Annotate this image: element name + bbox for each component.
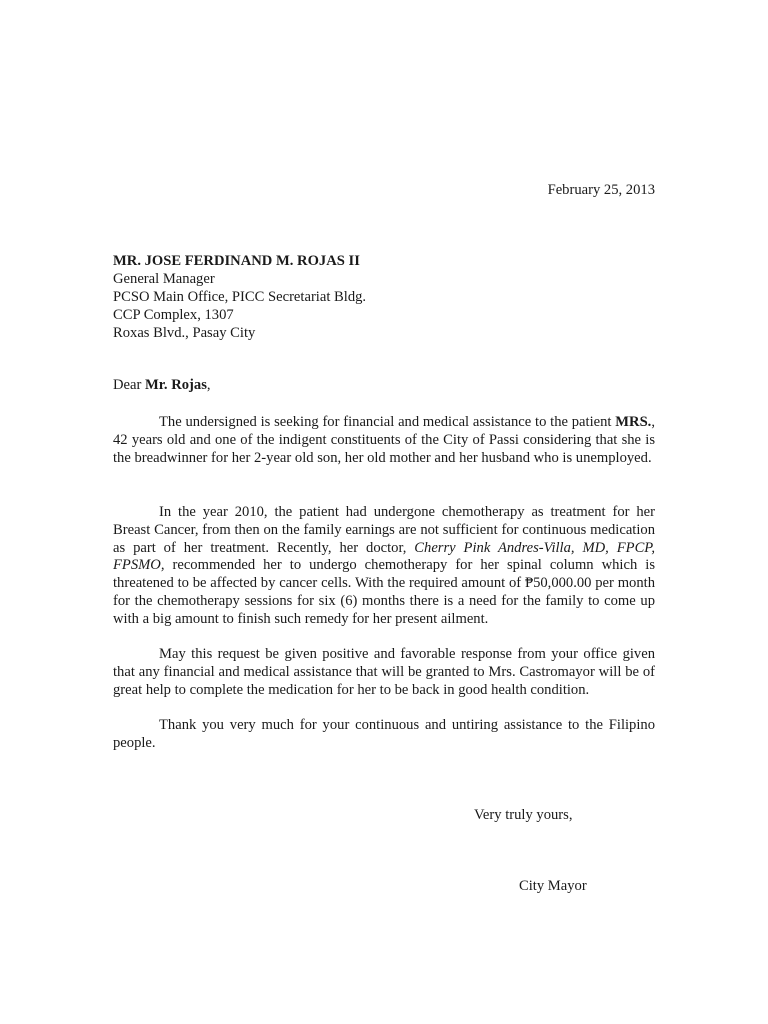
body-paragraph-1 [113, 414, 655, 467]
letter-date: February 25, 2013 [547, 182, 655, 198]
paragraph-2-text-b: recommended her to undergo chemotherapy for her spinal column which is threatened to be affected by cancer cells. With the required amount of ₱50,000.00 per month for the chemotherapy sessions for six (6) months there is a need for the family to come up with a big amount to finish such remedy for her present ailment. [113, 557, 655, 627]
recipient-address-line-1: PCSO Main Office, PICC Secretariat Bldg. [113, 289, 367, 305]
doctor-name-italic: Cherry Pink Andres-Villa, MD, FPCP, FPSMO, [113, 539, 655, 574]
paragraph-1-text-b: , 42 years old and one of the indigent constituents of the City of Passi considering that she is the breadwinner for her 2-year old son, her old mother and her husband who is unemployed. [113, 414, 655, 466]
closing-line: Very truly yours, [474, 807, 573, 823]
recipient-address-block [113, 253, 366, 343]
salutation [113, 377, 211, 395]
paragraph-2-text-a: In the year 2010, the patient had undergone chemotherapy as treatment for her Breast Cancer, from then on the family earnings are not sufficient for continuous medication as part of her treatment. Recently, her doctor, [113, 504, 655, 556]
salutation-prefix: Dear [113, 377, 146, 393]
paragraph-3-text: May this request be given positive and favorable response from your office given that any financial and medical assistance that will be granted to Mrs. Castromayor will be of great help to complete the medication for her to be back in good health condition. [113, 646, 655, 698]
recipient-address-line-3: Roxas Blvd., Pasay City [113, 325, 256, 341]
paragraph-1-text-a: The undersigned is seeking for financial and medical assistance to the patient [159, 414, 616, 430]
body-paragraph-3 [113, 646, 655, 699]
salutation-suffix: , [206, 377, 211, 393]
salutation-name: Mr. Rojas [145, 377, 207, 393]
signatory-title: City Mayor [519, 878, 587, 894]
recipient-title: General Manager [113, 271, 215, 287]
body-paragraph-2 [113, 504, 655, 629]
recipient-name: MR. JOSE FERDINAND M. ROJAS II [113, 253, 360, 269]
patient-name-bold: MRS. [615, 414, 652, 430]
body-paragraph-4 [113, 717, 655, 753]
paragraph-4-text: Thank you very much for your continuous and untiring assistance to the Filipino people. [113, 717, 655, 751]
recipient-address-line-2: CCP Complex, 1307 [113, 307, 234, 323]
